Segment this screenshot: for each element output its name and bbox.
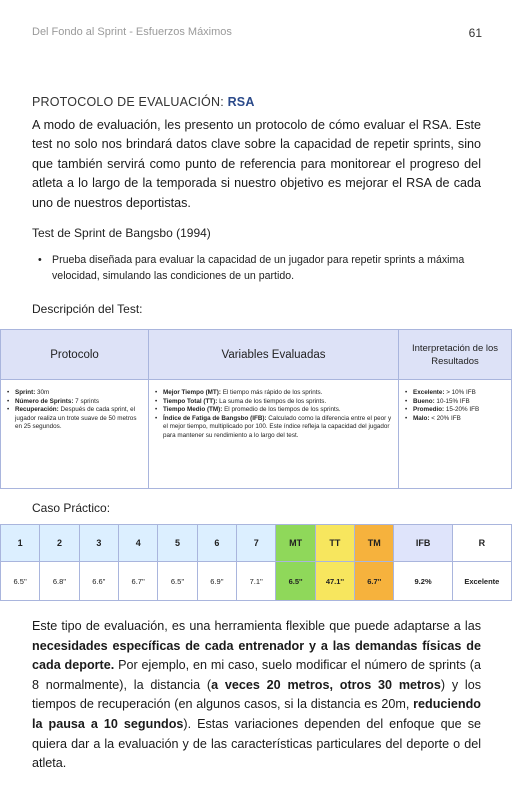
protocolo-item bbox=[15, 389, 142, 398]
case-value-mt: 6.5'' bbox=[276, 562, 315, 600]
interpretacion-term: Bueno: bbox=[413, 397, 435, 405]
interpretacion-cell bbox=[399, 380, 511, 488]
closing-text: Por ejemplo, en mi caso, suelo modificar el número de sprints (a 8 normalmente), la distancia ( bbox=[32, 658, 481, 692]
bullet-dot: • bbox=[38, 254, 42, 266]
interpretacion-term: Excelente: bbox=[413, 389, 445, 396]
closing-emphasis: reduciendo la pausa a 10 segundos bbox=[32, 697, 481, 731]
header-protocolo: Protocolo bbox=[1, 330, 149, 379]
interpretacion-text: 10-15% IFB bbox=[434, 397, 470, 405]
closing-text: Este tipo de evaluación, es una herramienta flexible que puede adaptarse a las bbox=[32, 619, 481, 633]
header-variables: Variables Evaluadas bbox=[149, 330, 399, 379]
description-label: Descripción del Test: bbox=[32, 302, 143, 316]
case-value-sprint-3: 6.6'' bbox=[80, 562, 119, 600]
section-title bbox=[32, 95, 255, 109]
case-value-sprint-4: 6.7'' bbox=[119, 562, 158, 600]
case-value-tt: 47.1'' bbox=[316, 562, 355, 600]
variable-term: Tiempo Total (TT): bbox=[163, 397, 218, 405]
running-header bbox=[32, 26, 482, 42]
variable-text: Calculado como la diferencia entre el peor y el mejor tiempo, multiplicado por 100. Este índice refleja la capacidad del jugador para mantener su rendimiento a lo largo del test. bbox=[163, 414, 392, 439]
test-name: Test de Sprint de Bangsbo (1994) bbox=[32, 226, 211, 240]
interpretacion-list bbox=[399, 380, 511, 423]
protocolo-text: 30m bbox=[35, 389, 50, 396]
case-header-sprint-4: 4 bbox=[119, 525, 158, 561]
case-table bbox=[0, 524, 512, 601]
case-table-values bbox=[1, 562, 511, 600]
closing-paragraph bbox=[32, 617, 481, 774]
case-header-ifb: IFB bbox=[394, 525, 452, 561]
variable-term: Índice de Fatiga de Bangsbo (IFB): bbox=[163, 414, 267, 422]
case-value-sprint-2: 6.8'' bbox=[40, 562, 79, 600]
case-value-sprint-6: 6.9'' bbox=[198, 562, 237, 600]
test-bullet bbox=[38, 253, 484, 284]
interpretacion-text: 15-20% IFB bbox=[444, 406, 480, 414]
interpretacion-term: Promedio: bbox=[413, 406, 445, 414]
case-header-sprint-6: 6 bbox=[198, 525, 237, 561]
variable-text: La suma de los tiempos de los sprints. bbox=[217, 397, 327, 405]
header-interpretacion: Interpretación de los Resultados bbox=[411, 342, 499, 367]
case-header-result: R bbox=[453, 525, 511, 561]
interpretacion-item bbox=[413, 415, 505, 424]
protocolo-item bbox=[15, 406, 142, 432]
case-header-sprint-7: 7 bbox=[237, 525, 276, 561]
variables-list bbox=[149, 380, 398, 441]
closing-text: ) y los tiempos de recuperación (en algunos casos, si la distancia es 20m, bbox=[32, 677, 481, 712]
case-value-sprint-7: 7.1'' bbox=[237, 562, 276, 600]
variable-term: Mejor Tiempo (MT): bbox=[163, 389, 221, 396]
interpretacion-term: Malo: bbox=[413, 414, 430, 422]
evaluation-table-header bbox=[1, 330, 511, 380]
variable-text: El promedio de los tiempos de los sprints. bbox=[222, 406, 341, 414]
protocolo-item bbox=[15, 398, 142, 407]
intro-paragraph: A modo de evaluación, les presento un protocolo de cómo evaluar el RSA. Este test no solo nos brindará datos clave sobre la capacidad de repetir sprints, sino que también servirá como punto de referencia para monitorear el progreso del atleta a lo largo de la temporada si nuestro objetivo es mejorar el RSA de cada uno de nuestros deportistas. bbox=[32, 118, 481, 210]
interpretacion-item bbox=[413, 398, 505, 407]
interpretacion-item bbox=[413, 389, 505, 398]
page-number: 61 bbox=[468, 26, 482, 40]
closing-emphasis: necesidades específicas de cada entrenador y a las demandas físicas de cada deporte. bbox=[32, 638, 481, 673]
protocolo-text: 7 sprints bbox=[73, 397, 99, 405]
case-value-ifb: 9.2% bbox=[394, 562, 452, 600]
case-value-sprint-1: 6.5'' bbox=[1, 562, 40, 600]
case-value-result: Excelente bbox=[464, 576, 500, 586]
protocolo-term: Número de Sprints: bbox=[15, 397, 74, 405]
interpretacion-text: > 10% IFB bbox=[444, 389, 476, 396]
variable-term: Tiempo Medio (TM): bbox=[163, 406, 223, 414]
protocolo-term: Recuperación: bbox=[15, 406, 59, 414]
case-header-tm: TM bbox=[355, 525, 394, 561]
variable-item bbox=[163, 398, 392, 407]
case-header-sprint-5: 5 bbox=[158, 525, 197, 561]
protocolo-list bbox=[1, 380, 148, 432]
case-header-sprint-3: 3 bbox=[80, 525, 119, 561]
variable-item bbox=[163, 389, 392, 398]
case-label: Caso Práctico: bbox=[32, 501, 111, 515]
evaluation-table bbox=[0, 329, 512, 489]
test-bullet-text: Prueba diseñada para evaluar la capacidad de un jugador para repetir sprints a máxima velocidad, simulando las condiciones de un partido. bbox=[52, 254, 465, 282]
interpretacion-text: < 20% IFB bbox=[429, 414, 461, 422]
section-title-accent: RSA bbox=[227, 95, 255, 109]
variables-cell bbox=[149, 380, 399, 488]
closing-text: ). Estas variaciones dependen del enfoque que se quiera dar a la evaluación y de las características particulares del deporte o del atleta. bbox=[32, 716, 481, 771]
protocolo-text: Después de cada sprint, el jugador realiza un trote suave de 50 metros en 25 segundos. bbox=[15, 406, 137, 431]
case-header-tt: TT bbox=[316, 525, 355, 561]
case-header-mt: MT bbox=[276, 525, 315, 561]
case-value-tm: 6.7'' bbox=[355, 562, 394, 600]
closing-emphasis: a veces 20 metros, otros 30 metros bbox=[211, 677, 441, 692]
case-header-sprint-2: 2 bbox=[40, 525, 79, 561]
variable-item bbox=[163, 415, 392, 441]
variable-item bbox=[163, 406, 392, 415]
running-title: Del Fondo al Sprint - Esfuerzos Máximos bbox=[32, 26, 232, 38]
interpretacion-item bbox=[413, 406, 505, 415]
protocolo-cell bbox=[1, 380, 149, 488]
section-title-prefix: PROTOCOLO DE EVALUACIÓN: bbox=[32, 95, 228, 109]
case-value-sprint-5: 6.5'' bbox=[158, 562, 197, 600]
variable-text: El tiempo más rápido de los sprints. bbox=[220, 389, 323, 396]
evaluation-table-body bbox=[1, 380, 511, 488]
case-table-header bbox=[1, 525, 511, 562]
case-header-sprint-1: 1 bbox=[1, 525, 40, 561]
protocolo-term: Sprint: bbox=[15, 389, 36, 396]
